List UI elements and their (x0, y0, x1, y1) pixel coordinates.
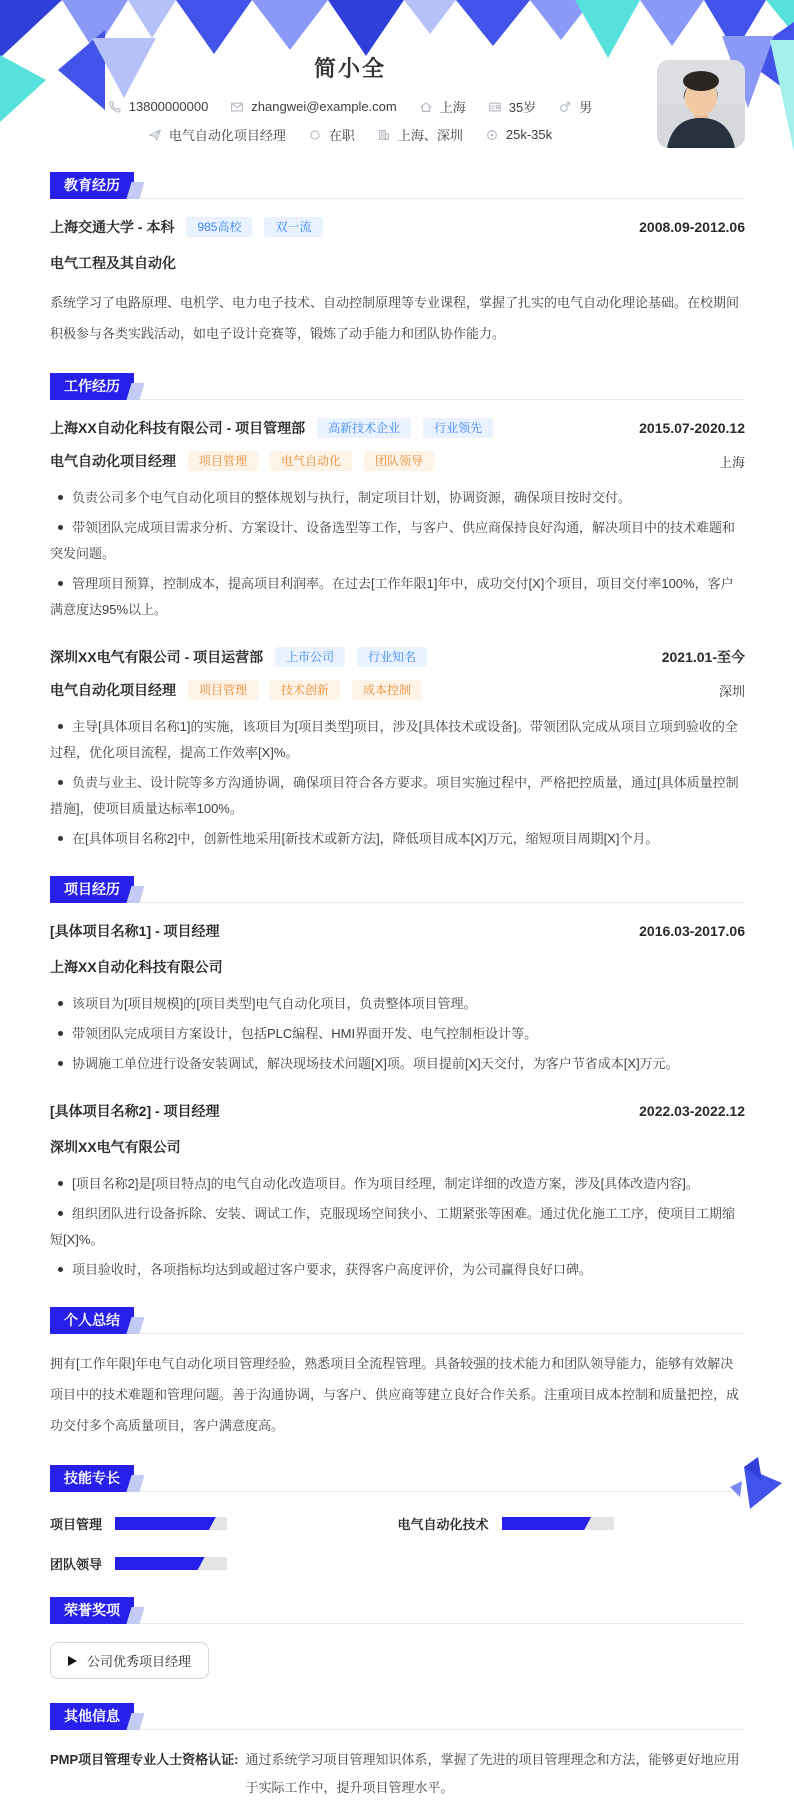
section-education-header (50, 172, 745, 199)
resume-body (50, 172, 745, 1802)
work-entry-1 (50, 418, 745, 623)
certification-row (50, 1746, 745, 1802)
education-date: 2008.09-2012.06 (639, 219, 745, 235)
bullet-dot-icon (58, 724, 63, 729)
honor-label: 公司优秀项目经理 (87, 1654, 192, 1669)
contact-gender (558, 97, 592, 116)
gender-icon (558, 100, 572, 114)
work-company: 深圳XX电气有限公司 - 项目运营部 (50, 649, 264, 665)
bullet-dot-icon (58, 581, 63, 586)
education-tag: 985高校 (186, 217, 252, 237)
company-tag: 高新技术企业 (317, 418, 411, 438)
section-work-badge: 工作经历 (50, 373, 134, 400)
work-role: 电气自动化项目经理 (50, 682, 176, 698)
project-bullet-list (50, 1171, 745, 1283)
education-description: 系统学习了电路原理、电机学、电力电子技术、自动控制原理等专业课程，掌握了扎实的电气自动化理论基础。在校期间积极参与各类实践活动，如电子设计竞赛等，锻炼了动手能力和团队协作能力。 (50, 295, 740, 341)
salary-icon (485, 128, 499, 142)
section-education (50, 172, 745, 349)
section-summary-header (50, 1307, 745, 1334)
contact-work-cities-value: 上海、深圳 (397, 128, 463, 143)
bullet-dot-icon (58, 1211, 63, 1216)
work-company: 上海XX自动化科技有限公司 - 项目管理部 (50, 420, 306, 436)
role-tag: 项目管理 (188, 451, 258, 471)
role-tag: 电气自动化 (270, 451, 352, 471)
section-projects (50, 876, 745, 1283)
honor-item[interactable] (50, 1642, 209, 1679)
section-work-header (50, 373, 745, 400)
bullet-dot-icon (58, 1267, 63, 1272)
education-school: 上海交通大学 - 本科 (50, 219, 175, 235)
work-entry-2 (50, 647, 745, 852)
work-bullet: 负责与业主、设计院等多方沟通协调，确保项目符合各方要求。项目实施过程中，严格把控质量，通过[具体质量控制措施]，使项目质量达标率100%。 (50, 775, 739, 816)
section-honors-badge: 荣誉奖项 (50, 1597, 134, 1624)
section-summary (50, 1307, 745, 1441)
age-icon (488, 100, 502, 114)
company-tag: 上市公司 (275, 647, 345, 667)
status-icon (308, 128, 322, 142)
project-bullet: 该项目为[项目规模]的[项目类型]电气自动化项目，负责整体项目管理。 (50, 991, 745, 1017)
skill-item (50, 1554, 398, 1573)
company-tag: 行业领先 (423, 418, 493, 438)
section-skills (50, 1465, 745, 1573)
resume-header (44, 0, 656, 144)
role-tag: 成本控制 (352, 680, 422, 700)
project-title: [具体项目名称2] - 项目经理 (50, 1103, 220, 1119)
contact-status (308, 125, 355, 144)
work-bullet: 负责公司多个电气自动化项目的整体规划与执行，制定项目计划，协调资源，确保项目按时交付。 (50, 485, 745, 511)
certification-text: 通过系统学习项目管理知识体系，掌握了先进的项目管理理念和方法，能够更好地应用于实际工作中，提升项目管理水平。 (245, 1752, 740, 1795)
skill-label: 电气自动化技术 (397, 1517, 489, 1532)
work-bullet: 主导[具体项目名称1]的实施，该项目为[项目类型]项目，涉及[具体技术或设备]。带领团队完成从项目立项到验收的全过程，优化项目流程，提高工作效率[X]%。 (50, 719, 738, 760)
mail-icon (230, 100, 244, 114)
avatar (657, 60, 745, 148)
project-entry-1 (50, 921, 745, 1077)
certification-label: PMP项目管理专业人士资格认证: (50, 1752, 239, 1767)
project-title: [具体项目名称1] - 项目经理 (50, 923, 220, 939)
work-bullet: 管理项目预算，控制成本，提高项目利润率。在过去[工作年限1]年中，成功交付[X]个项目，项目交付率100%，客户满意度达95%以上。 (50, 576, 734, 617)
bullet-dot-icon (58, 495, 63, 500)
contact-age (488, 97, 536, 116)
contact-work-cities (377, 125, 463, 144)
work-bullet: 带领团队完成项目需求分析、方案设计、设备选型等工作，与客户、供应商保持良好沟通，解决项目中的技术难题和突发问题。 (50, 520, 736, 561)
section-other-badge: 其他信息 (50, 1703, 134, 1730)
skills-grid (50, 1514, 745, 1573)
project-date: 2022.03-2022.12 (639, 1103, 745, 1119)
bullet-dot-icon (58, 1001, 63, 1006)
contact-city-value: 上海 (439, 100, 466, 115)
contact-position-value: 电气自动化项目经理 (168, 128, 286, 143)
education-major: 电气工程及其自动化 (50, 255, 176, 271)
project-bullet: 带领团队完成项目方案设计，包括PLC编程、HMI界面开发、电气控制柜设计等。 (50, 1021, 745, 1047)
avatar-photo (657, 60, 745, 148)
education-entry (50, 217, 745, 349)
project-bullet: [项目名称2]是[项目特点]的电气自动化改造项目。作为项目经理，制定详细的改造方案，涉及[具体改造内容]。 (50, 1171, 745, 1197)
work-bullet: 在[具体项目名称2]中，创新性地采用[新技术或新方法]，降低项目成本[X]万元，缩短项目周期[X]个月。 (50, 826, 745, 852)
section-projects-badge: 项目经历 (50, 876, 134, 903)
bullet-dot-icon (58, 1031, 63, 1036)
bullet-dot-icon (58, 780, 63, 785)
work-location: 上海 (718, 454, 745, 470)
project-bullet: 项目验收时，各项指标均达到或超过客户要求，获得客户高度评价，为公司赢得良好口碑。 (50, 1257, 745, 1283)
work-bullet-list (50, 485, 745, 623)
city-icon (377, 128, 391, 142)
summary-text: 拥有[工作年限]年电气自动化项目管理经验，熟悉项目全流程管理。具备较强的技术能力和团队领导能力，能够有效解决项目中的技术难题和管理问题。善于沟通协调，与客户、供应商等建立良好合作关系。注重项目成本控制和质量把控，成功交付多个高质量项目，客户满意度高。 (50, 1356, 740, 1433)
contact-email-value: zhangwei@example.com (251, 99, 397, 114)
contact-age-value: 35岁 (508, 100, 537, 115)
contact-phone-value: 13800000000 (128, 99, 209, 114)
skill-bar-track (115, 1557, 227, 1570)
role-tag: 项目管理 (188, 680, 258, 700)
section-skills-header (50, 1465, 745, 1492)
contact-row-1 (44, 97, 656, 116)
project-entry-2 (50, 1101, 745, 1283)
work-date: 2015.07-2020.12 (639, 420, 745, 436)
contact-gender-value: 男 (579, 100, 593, 115)
contact-position (148, 125, 286, 144)
contact-phone (108, 99, 209, 114)
work-location: 深圳 (718, 683, 745, 699)
contact-salary-value: 25k-35k (505, 127, 553, 142)
skill-bar-fill (115, 1557, 205, 1570)
play-triangle-icon (68, 1656, 77, 1666)
bullet-dot-icon (58, 1061, 63, 1066)
section-other-header (50, 1703, 745, 1730)
bullet-dot-icon (58, 525, 63, 530)
contact-city (419, 97, 466, 116)
skill-item (50, 1514, 398, 1533)
contact-salary (485, 127, 552, 142)
section-honors-header (50, 1597, 745, 1624)
work-bullet-list (50, 714, 745, 852)
role-tag: 团队领导 (364, 451, 434, 471)
candidate-name: 简小全 (313, 56, 386, 81)
project-bullet-list (50, 991, 745, 1077)
bullet-dot-icon (58, 1181, 63, 1186)
education-tag: 双一流 (264, 217, 322, 237)
bullet-dot-icon (58, 836, 63, 841)
project-company: 上海XX自动化科技有限公司 (50, 959, 223, 975)
skill-label: 团队领导 (50, 1557, 103, 1572)
contact-row-2 (44, 125, 656, 144)
work-role: 电气自动化项目经理 (50, 453, 176, 469)
project-company: 深圳XX电气有限公司 (50, 1139, 181, 1155)
section-summary-badge: 个人总结 (50, 1307, 134, 1334)
project-bullet: 协调施工单位进行设备安装调试，解决现场技术问题[X]项。项目提前[X]天交付，为客户节省成本[X]万元。 (50, 1051, 745, 1077)
section-work (50, 373, 745, 852)
company-tag: 行业知名 (357, 647, 427, 667)
project-date: 2016.03-2017.06 (639, 923, 745, 939)
home-icon (419, 100, 433, 114)
contact-status-value: 在职 (328, 128, 355, 143)
section-other (50, 1703, 745, 1802)
work-date: 2021.01-至今 (661, 649, 745, 665)
section-skills-badge: 技能专长 (50, 1465, 134, 1492)
section-education-badge: 教育经历 (50, 172, 134, 199)
section-honors (50, 1597, 745, 1679)
skill-item (398, 1514, 746, 1533)
contact-email (230, 99, 396, 114)
role-tag: 技术创新 (270, 680, 340, 700)
phone-icon (108, 100, 122, 114)
skill-label: 项目管理 (50, 1517, 103, 1532)
position-icon (148, 128, 162, 142)
section-projects-header (50, 876, 745, 903)
project-bullet: 组织团队进行设备拆除、安装、调试工作，克服现场空间狭小、工期紧张等困难。通过优化施工工序，使项目工期缩短[X]%。 (50, 1206, 736, 1247)
